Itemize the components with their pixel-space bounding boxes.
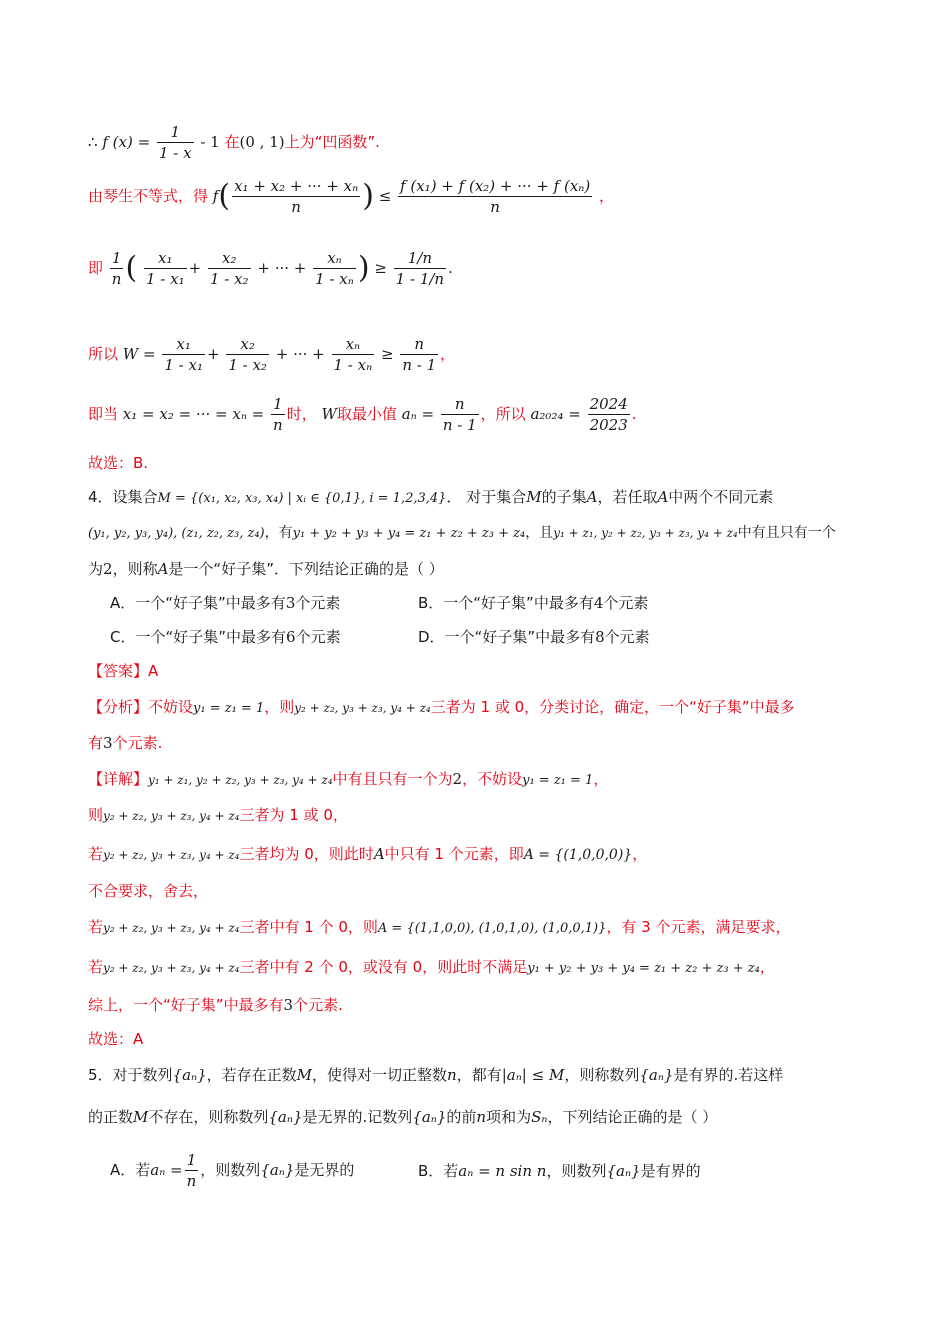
- interval: (0 , 1): [239, 133, 285, 151]
- fraction: $\frac{1}{1 - x}$: [158, 123, 192, 162]
- w-definition-line: 所以 W = $\frac{\text{x₁}}{\text{1 - x₁}}$ + $\frac{\text{x₂}}{\text{1 - x₂}}$ + ··· + $\frac{\text{xₙ}}{\text{1 - xₙ}}$ ≥ $\frac{n}{n - 1}$ ，: [88, 335, 456, 374]
- detail-line-6: 若y₂ + z₂, y₃ + z₃, y₄ + z₄三者中有 2 个 0，或没有 0，则此时不满足y₁ + y₂ + y₃ + y₄ = z₁ + z₂ + z₃ + z₄，: [88, 958, 775, 976]
- q5-line-2: 的正数M不存在，则称数列{aₙ}是无界的.记数列{aₙ}的前n项和为Sₙ，下列结论正确的是（ ）: [88, 1108, 718, 1126]
- detail-line-4: 不合要求，舍去，: [88, 882, 209, 900]
- fx-label: f (x) =: [102, 133, 151, 151]
- choice-a: 故选：A: [88, 1030, 144, 1048]
- q4-line-3: 为2，则称A是一个“好子集”．下列结论正确的是（ ）: [88, 560, 444, 578]
- answer-label: 【答案】A: [88, 662, 159, 680]
- q4-option-a[interactable]: A．一个“好子集”中最多有3个元素: [110, 594, 341, 612]
- detail-line-3: 若y₂ + z₂, y₃ + z₃, y₄ + z₄三者均为 0，则此时A中只有 1 个元素，即A = {(1,0,0,0)}，: [88, 845, 648, 863]
- detail-line-5: 若y₂ + z₂, y₃ + z₃, y₄ + z₄三者中有 1 个 0，则A = {(1,1,0,0), (1,0,1,0), (1,0,0,1)}，有 3 个元素，满足要求，: [88, 918, 791, 936]
- q5-line-1: 5．对于数列{aₙ}，若存在正数M，使得对一切正整数n，都有|aₙ| ≤ M，则称数列{aₙ}是有界的.若这样: [88, 1066, 784, 1084]
- q4-option-d[interactable]: D．一个“好子集”中最多有8个元素: [418, 628, 650, 646]
- jensen-inequality-line: 由琴生不等式，得 f( $\frac{\text{x₁ + x₂ + ··· + xₙ}}{n}$ ) ≤ $\frac{\text{f (x₁) + f (x₂) + ··· + f (xₙ)}}{n}$ ，: [88, 177, 615, 216]
- q5-option-b[interactable]: B．若aₙ = n sin n，则数列{aₙ}是有界的: [418, 1162, 701, 1180]
- q4-option-b[interactable]: B．一个“好子集”中最多有4个元素: [418, 594, 649, 612]
- q4-line-2: (y₁, y₂, y₃, y₄), (z₁, z₂, z₃, z₄)，有y₁ + y₂ + y₃ + y₄ = z₁ + z₂ + z₃ + z₄，且y₁ + z₁, y₂ + z₂, y₃ + z₃, y₄ + z₄中有且只有一个: [88, 525, 836, 541]
- fraction: $\frac{\text{f (x₁) + f (x₂) + ··· + f (xₙ)}}{n}$: [400, 177, 591, 216]
- concave-function-line: ∴ f (x) = $\frac{1}{1 - x}$ - 1 在(0 , 1)上为“凹函数”.: [88, 123, 380, 162]
- detail-line-7: 综上，一个“好子集”中最多有3个元素.: [88, 996, 343, 1014]
- fraction: $\frac{\text{x₁ + x₂ + ··· + xₙ}}{n}$: [234, 177, 359, 216]
- q5-option-a[interactable]: A．若aₙ = $\frac{1}{n}$ ，则数列{aₙ}是无界的: [110, 1151, 355, 1190]
- choice-b: 故选：B.: [88, 454, 149, 472]
- detail-line-2: 则y₂ + z₂, y₃ + z₃, y₄ + z₄三者为 1 或 0，: [88, 806, 348, 824]
- analysis-line-1: 【分析】不妨设y₁ = z₁ = 1，则y₂ + z₂, y₃ + z₃, y₄ + z₄三者为 1 或 0，分类讨论，确定，一个“好子集”中最多: [88, 698, 795, 716]
- inequality-expansion-line: 即 $\frac{1}{n}$ ( $\frac{\text{x₁}}{\text{1 - x₁}}$ + $\frac{\text{x₂}}{\text{1 - x₂}}$ + ··· + $\frac{\text{xₙ}}{\text{1 - xₙ}}$ ) ≥ $\frac{1/n}{1 - 1/n}$ .: [88, 249, 453, 288]
- therefore-symbol: ∴: [88, 133, 98, 151]
- analysis-line-2: 有3个元素.: [88, 734, 163, 752]
- detail-line-1: 【详解】y₁ + z₁, y₂ + z₂, y₃ + z₃, y₄ + z₄中有且只有一个为2，不妨设y₁ = z₁ = 1，: [88, 770, 609, 788]
- minimum-value-line: 即当 x₁ = x₂ = ··· = xₙ = $\frac{1}{n}$ 时， W取最小值 aₙ = $\frac{n}{n - 1}$ ，所以 a₂₀₂₄ = $\frac{2024}{2023}$ .: [88, 395, 637, 434]
- q4-option-c[interactable]: C．一个“好子集”中最多有6个元素: [110, 628, 341, 646]
- q4-line-1: 4．设集合M = {(x₁, x₂, x₃, x₄) | xᵢ ∈ {0,1}, i = 1,2,3,4}． 对于集合M的子集A，若任取A中两个不同元素: [88, 488, 774, 506]
